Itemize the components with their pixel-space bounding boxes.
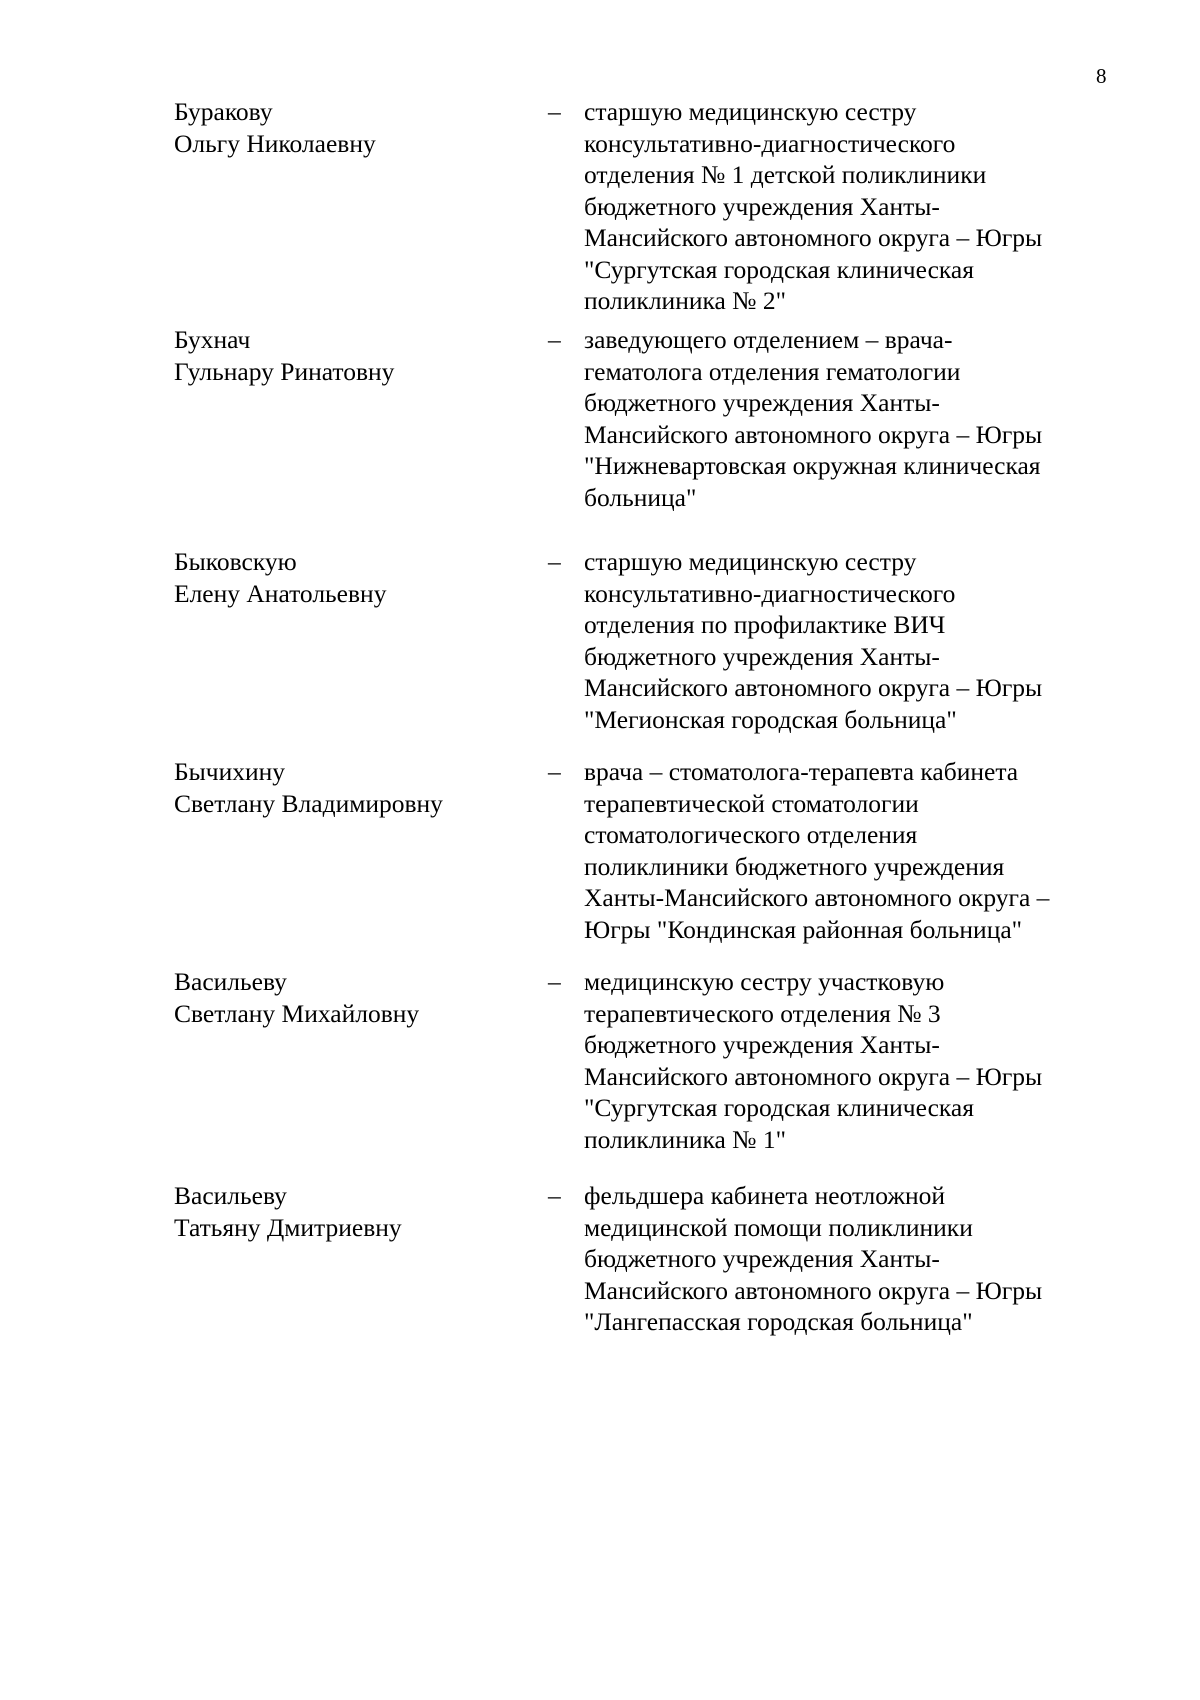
position-line: бюджетного учреждения Ханты- xyxy=(584,641,940,671)
person-name xyxy=(174,546,534,609)
person-surname: Буракову xyxy=(174,97,273,126)
appointment-entry xyxy=(0,966,1200,1180)
position-line: медицинскую сестру участковую xyxy=(584,967,945,996)
person-name xyxy=(174,1180,534,1243)
position-line: старшую медицинскую сестру xyxy=(584,97,917,126)
position-line: бюджетного учреждения Ханты- xyxy=(584,191,940,221)
position-description xyxy=(584,96,1124,317)
position-line: старшую медицинскую сестру xyxy=(584,547,917,576)
separator-dash: – xyxy=(548,325,561,354)
position-line: "Сургутская городская клиническая xyxy=(584,1093,974,1122)
position-line: врача – стоматолога-терапевта кабинета xyxy=(584,757,1019,786)
person-name xyxy=(174,756,534,819)
person-given-names: Елену Анатольевну xyxy=(174,578,387,608)
position-line: Югры "Кондинская районная больница" xyxy=(584,914,1023,944)
position-line: терапевтического отделения № 3 xyxy=(584,998,941,1028)
person-given-names: Гульнару Ринатовну xyxy=(174,356,395,386)
position-line: стоматологического отделения xyxy=(584,820,918,849)
position-line: "Нижневартовская окружная клиническая xyxy=(584,451,1041,480)
appointment-entry xyxy=(0,96,1200,324)
position-line: Мансийского автономного округа – Югры xyxy=(584,223,1043,252)
page-number: 8 xyxy=(1096,64,1107,88)
person-name xyxy=(174,96,534,159)
appointment-entry xyxy=(0,756,1200,966)
separator-dash: – xyxy=(548,97,561,126)
person-given-names: Татьяну Дмитриевну xyxy=(174,1212,402,1242)
appointment-entry xyxy=(0,1180,1200,1380)
position-line: Мансийского автономного округа – Югры xyxy=(584,1061,1043,1091)
position-line: консультативно-диагностического xyxy=(584,128,956,158)
position-line: Мансийского автономного округа – Югры xyxy=(584,673,1043,702)
person-given-names: Светлану Михайловну xyxy=(174,998,420,1028)
position-line: поликлиника № 2" xyxy=(584,286,787,315)
person-given-names: Светлану Владимировну xyxy=(174,788,443,818)
person-name xyxy=(174,966,534,1029)
separator-dash: – xyxy=(548,1181,561,1210)
position-line: поликлиники бюджетного учреждения xyxy=(584,851,1005,881)
position-description xyxy=(584,1180,1124,1338)
position-line: отделения № 1 детской поликлиники xyxy=(584,160,987,189)
position-description xyxy=(584,546,1124,735)
position-line: "Лангепасская городская больница" xyxy=(584,1307,973,1336)
position-description xyxy=(584,324,1124,513)
appointment-entry xyxy=(0,324,1200,546)
position-line: Мансийского автономного округа – Югры xyxy=(584,419,1043,449)
person-surname: Васильеву xyxy=(174,967,287,996)
position-line: отделения по профилактике ВИЧ xyxy=(584,610,946,639)
position-line: заведующего отделением – врача- xyxy=(584,325,953,354)
position-line: Ханты-Мансийского автономного округа – xyxy=(584,883,1050,912)
appointment-list xyxy=(0,96,1200,1380)
position-line: бюджетного учреждения Ханты- xyxy=(584,388,940,417)
person-surname: Бухнач xyxy=(174,325,251,354)
person-given-names: Ольгу Николаевну xyxy=(174,128,376,158)
position-line: медицинской помощи поликлиники xyxy=(584,1212,973,1242)
person-surname: Быковскую xyxy=(174,547,297,576)
position-line: "Сургутская городская клиническая xyxy=(584,254,974,284)
separator-dash: – xyxy=(548,547,561,576)
position-line: больница" xyxy=(584,482,697,512)
separator-dash: – xyxy=(548,967,561,996)
position-line: поликлиника № 1" xyxy=(584,1124,787,1154)
separator-dash: – xyxy=(548,757,561,786)
person-surname: Васильеву xyxy=(174,1181,287,1210)
position-line: терапевтической стоматологии xyxy=(584,788,919,818)
position-line: гематолога отделения гематологии xyxy=(584,356,961,386)
position-line: фельдшера кабинета неотложной xyxy=(584,1181,946,1210)
position-line: "Мегионская городская больница" xyxy=(584,704,957,734)
person-name xyxy=(174,324,534,387)
position-line: консультативно-диагностического xyxy=(584,578,956,608)
position-line: бюджетного учреждения Ханты- xyxy=(584,1244,940,1273)
person-surname: Бычихину xyxy=(174,757,286,786)
position-line: Мансийского автономного округа – Югры xyxy=(584,1275,1043,1305)
position-description xyxy=(584,966,1124,1155)
position-description xyxy=(584,756,1124,945)
position-line: бюджетного учреждения Ханты- xyxy=(584,1030,940,1059)
appointment-entry xyxy=(0,546,1200,756)
